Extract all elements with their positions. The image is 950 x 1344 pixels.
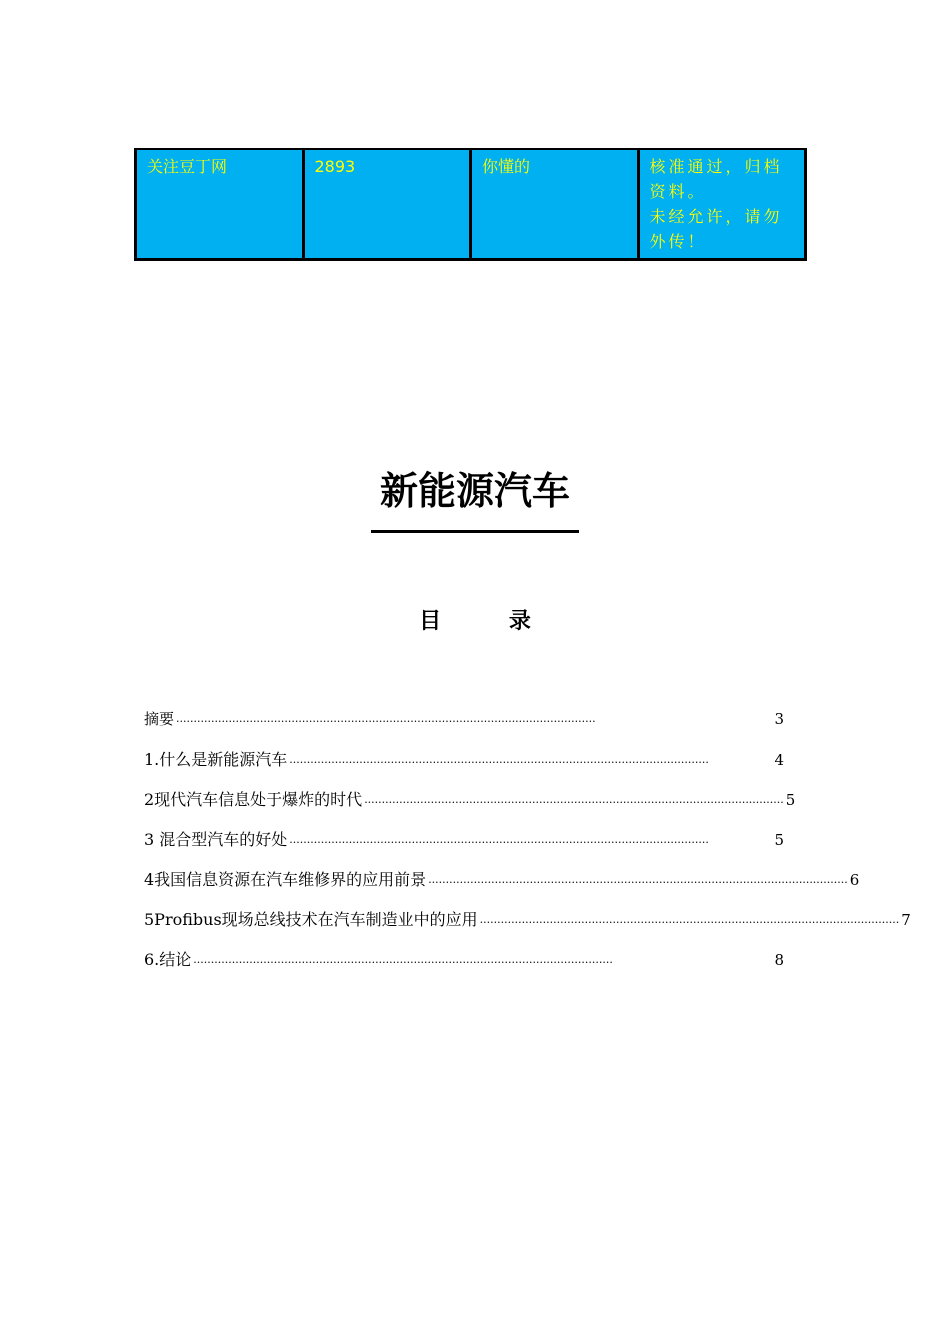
header-row [136,149,806,260]
toc-entry[interactable] [144,867,860,891]
header-table [134,148,807,261]
toc-entry-page: 4 [774,751,784,769]
toc-entry[interactable] [144,827,784,851]
page-title: 新能源汽车 [379,469,570,513]
toc-leader-dots: ························································································································ [289,836,709,849]
toc-entry[interactable] [144,947,784,971]
toc-entry[interactable] [144,787,796,811]
notice-line-approved: 核准通过，归档资料。 [649,157,783,201]
toc-entry-page: 5 [785,791,796,809]
toc-entry-label: 4我国信息资源在汽车维修界的应用前景 [144,870,427,889]
toc-entry-label: 2现代汽车信息处于爆炸的时代 [144,790,363,809]
toc-leader-dots: ························································································································ [176,715,596,728]
title-underline [371,530,579,533]
toc-leader-dots: ························································································································ [193,956,613,969]
toc-entry[interactable] [144,706,784,730]
header-cell-site: 关注豆丁网 [136,149,304,260]
toc-entry-label: 摘要 [144,710,175,728]
toc-entry[interactable] [144,747,784,771]
toc-entry-label: 5Profibus现场总线技术在汽车制造业中的应用 [144,910,478,929]
toc-entry-page: 3 [774,710,784,728]
toc-leader-dots: ························································································································ [428,876,848,889]
toc-entry[interactable] [144,907,911,931]
toc-entry-page: 6 [849,871,860,889]
toc-entry-label: 1.什么是新能源汽车 [144,750,288,769]
toc-entry-page: 8 [774,951,784,969]
header-cell-number: 2893 [303,149,471,260]
header-cell-text: 你懂的 [471,149,639,260]
toc-entry-label: 6.结论 [144,950,192,969]
toc-entry-page: 5 [774,831,784,849]
toc-leader-dots: ························································································································ [479,916,900,929]
toc-leader-dots: ························································································································ [364,796,784,809]
toc-leader-dots: ························································································································ [289,756,709,769]
header-cell-notice [638,149,806,260]
notice-line-restricted: 未经允许，请勿外传！ [649,207,783,251]
toc-entry-label: 3 混合型汽车的好处 [144,830,288,849]
toc-heading: 目 录 [419,609,561,634]
toc-entry-page: 7 [901,911,911,929]
